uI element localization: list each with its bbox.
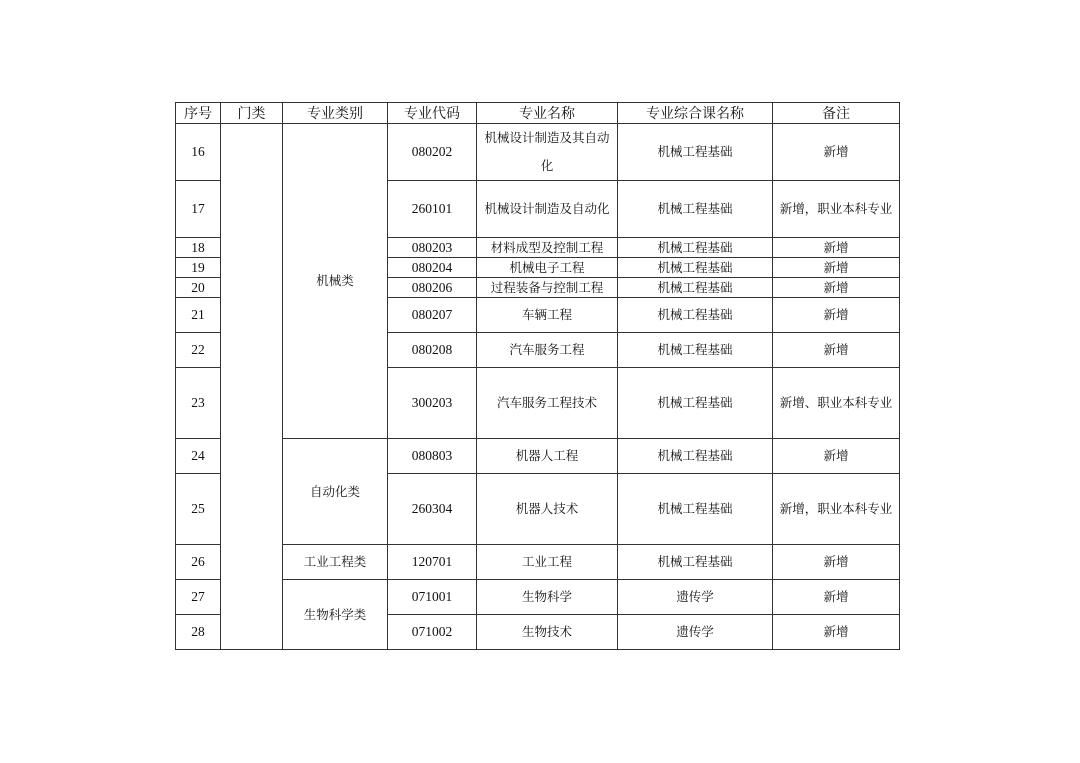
header-category: 门类 — [221, 103, 283, 124]
name-cell: 过程装备与控制工程 — [477, 278, 618, 298]
seq-cell: 19 — [176, 258, 221, 278]
code-cell: 080803 — [388, 439, 477, 474]
seq-cell: 24 — [176, 439, 221, 474]
category-cell — [221, 124, 283, 650]
code-cell: 080208 — [388, 333, 477, 368]
name-cell: 生物技术 — [477, 615, 618, 650]
seq-cell: 18 — [176, 238, 221, 258]
note-cell: 新增，职业本科专业 — [773, 474, 900, 545]
code-cell: 260101 — [388, 181, 477, 238]
name-cell: 机械设计制造及其自动化 — [477, 124, 618, 181]
name-cell: 工业工程 — [477, 545, 618, 580]
type-cell-jixie: 机械类 — [283, 124, 388, 439]
name-cell: 机器人工程 — [477, 439, 618, 474]
code-cell: 080206 — [388, 278, 477, 298]
note-cell: 新增 — [773, 238, 900, 258]
header-seq: 序号 — [176, 103, 221, 124]
course-cell: 机械工程基础 — [618, 238, 773, 258]
note-cell: 新增 — [773, 615, 900, 650]
seq-cell: 28 — [176, 615, 221, 650]
note-cell: 新增 — [773, 258, 900, 278]
note-cell: 新增 — [773, 298, 900, 333]
course-cell: 遗传学 — [618, 580, 773, 615]
code-cell: 300203 — [388, 368, 477, 439]
name-cell: 机械电子工程 — [477, 258, 618, 278]
type-cell-zidonghua: 自动化类 — [283, 439, 388, 545]
course-cell: 机械工程基础 — [618, 439, 773, 474]
code-cell: 120701 — [388, 545, 477, 580]
seq-cell: 16 — [176, 124, 221, 181]
course-cell: 机械工程基础 — [618, 258, 773, 278]
seq-cell: 23 — [176, 368, 221, 439]
table-row — [176, 580, 900, 615]
seq-cell: 27 — [176, 580, 221, 615]
seq-cell: 26 — [176, 545, 221, 580]
name-cell: 车辆工程 — [477, 298, 618, 333]
header-course: 专业综合课名称 — [618, 103, 773, 124]
name-cell: 汽车服务工程 — [477, 333, 618, 368]
name-cell: 机械设计制造及自动化 — [477, 181, 618, 238]
note-cell: 新增 — [773, 333, 900, 368]
note-cell: 新增 — [773, 124, 900, 181]
header-note: 备注 — [773, 103, 900, 124]
seq-cell: 21 — [176, 298, 221, 333]
note-cell: 新增 — [773, 278, 900, 298]
course-cell: 机械工程基础 — [618, 368, 773, 439]
code-cell: 080202 — [388, 124, 477, 181]
header-code: 专业代码 — [388, 103, 477, 124]
code-cell: 080207 — [388, 298, 477, 333]
seq-cell: 20 — [176, 278, 221, 298]
type-cell-gongye: 工业工程类 — [283, 545, 388, 580]
table-row — [176, 545, 900, 580]
seq-cell: 22 — [176, 333, 221, 368]
course-cell: 机械工程基础 — [618, 333, 773, 368]
course-cell: 机械工程基础 — [618, 278, 773, 298]
code-cell: 080204 — [388, 258, 477, 278]
course-cell: 机械工程基础 — [618, 124, 773, 181]
course-cell: 机械工程基础 — [618, 545, 773, 580]
table-row — [176, 124, 900, 181]
note-cell: 新增，职业本科专业 — [773, 181, 900, 238]
code-cell: 260304 — [388, 474, 477, 545]
major-table — [175, 102, 900, 650]
note-cell: 新增 — [773, 545, 900, 580]
course-cell: 机械工程基础 — [618, 474, 773, 545]
seq-cell: 25 — [176, 474, 221, 545]
note-cell: 新增 — [773, 580, 900, 615]
course-cell: 机械工程基础 — [618, 298, 773, 333]
code-cell: 080203 — [388, 238, 477, 258]
code-cell: 071002 — [388, 615, 477, 650]
table-row — [176, 439, 900, 474]
header-row — [176, 103, 900, 124]
name-cell: 机器人技术 — [477, 474, 618, 545]
course-cell: 遗传学 — [618, 615, 773, 650]
header-type: 专业类别 — [283, 103, 388, 124]
name-cell: 汽车服务工程技术 — [477, 368, 618, 439]
name-cell: 生物科学 — [477, 580, 618, 615]
header-name: 专业名称 — [477, 103, 618, 124]
code-cell: 071001 — [388, 580, 477, 615]
type-cell-shengwu: 生物科学类 — [283, 580, 388, 650]
note-cell: 新增、职业本科专业 — [773, 368, 900, 439]
note-cell: 新增 — [773, 439, 900, 474]
course-cell: 机械工程基础 — [618, 181, 773, 238]
name-cell: 材料成型及控制工程 — [477, 238, 618, 258]
seq-cell: 17 — [176, 181, 221, 238]
